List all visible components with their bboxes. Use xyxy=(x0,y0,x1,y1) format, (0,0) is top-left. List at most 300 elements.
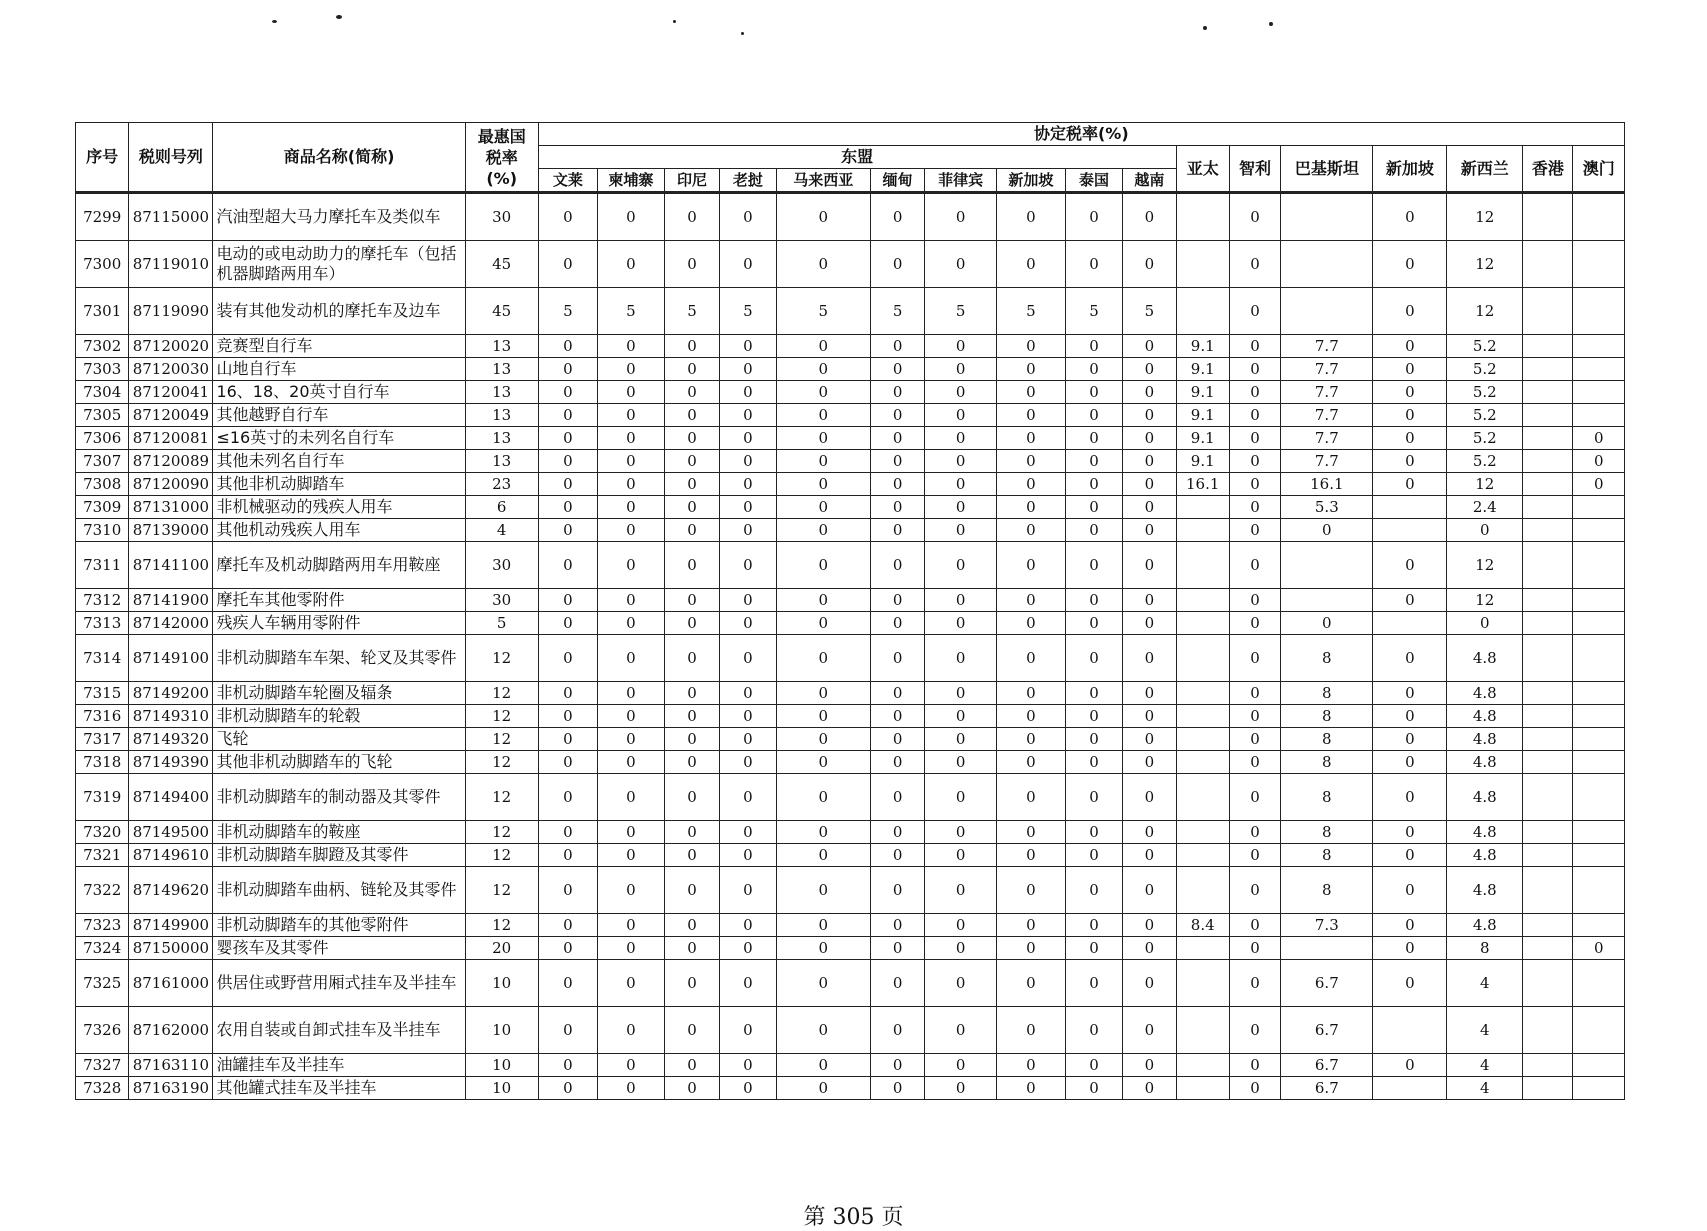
cell-mfn: 4 xyxy=(465,519,538,542)
cell-pakistan: 8 xyxy=(1281,635,1373,682)
cell-code: 87149610 xyxy=(129,844,213,867)
cell-seq: 7314 xyxy=(76,635,129,682)
cell-asean-rate: 0 xyxy=(997,821,1066,844)
cell-asean-rate: 0 xyxy=(720,473,776,496)
cell-asean-rate: 0 xyxy=(664,473,719,496)
cell-seq: 7318 xyxy=(76,751,129,774)
cell-asean-rate: 0 xyxy=(538,705,597,728)
cell-chile: 0 xyxy=(1229,1007,1280,1054)
cell-asean-rate: 0 xyxy=(1123,705,1176,728)
cell-asean-rate: 0 xyxy=(997,1054,1066,1077)
header-asean-vietnam: 越南 xyxy=(1123,169,1176,193)
cell-nz: 4.8 xyxy=(1447,774,1523,821)
cell-macao xyxy=(1573,358,1625,381)
cell-seq: 7304 xyxy=(76,381,129,404)
cell-pakistan: 6.7 xyxy=(1281,1077,1373,1100)
cell-apta: 16.1 xyxy=(1176,473,1229,496)
cell-asean-rate: 0 xyxy=(997,335,1066,358)
cell-macao xyxy=(1573,914,1625,937)
cell-singapore xyxy=(1373,1077,1447,1100)
cell-asean-rate: 0 xyxy=(870,844,924,867)
cell-asean-rate: 0 xyxy=(776,335,870,358)
cell-asean-rate: 0 xyxy=(1065,774,1122,821)
cell-asean-rate: 0 xyxy=(598,960,665,1007)
table-row xyxy=(76,193,1625,241)
cell-chile: 0 xyxy=(1229,193,1280,241)
cell-asean-rate: 0 xyxy=(1065,1054,1122,1077)
cell-asean-rate: 0 xyxy=(1123,914,1176,937)
cell-macao xyxy=(1573,682,1625,705)
cell-code: 87149400 xyxy=(129,774,213,821)
cell-code: 87131000 xyxy=(129,496,213,519)
cell-asean-rate: 0 xyxy=(1123,589,1176,612)
header-hong-kong: 香港 xyxy=(1523,146,1573,193)
cell-seq: 7324 xyxy=(76,937,129,960)
cell-macao xyxy=(1573,867,1625,914)
cell-name: 残疾人车辆用零附件 xyxy=(213,612,465,635)
cell-hk xyxy=(1523,635,1573,682)
cell-asean-rate: 0 xyxy=(598,542,665,589)
cell-name: 其他罐式挂车及半挂车 xyxy=(213,1077,465,1100)
cell-seq: 7301 xyxy=(76,288,129,335)
cell-seq: 7312 xyxy=(76,589,129,612)
cell-code: 87120090 xyxy=(129,473,213,496)
cell-pakistan: 6.7 xyxy=(1281,1054,1373,1077)
cell-asean-rate: 0 xyxy=(1065,1007,1122,1054)
cell-asean-rate: 0 xyxy=(664,937,719,960)
cell-code: 87162000 xyxy=(129,1007,213,1054)
cell-asean-rate: 0 xyxy=(925,542,997,589)
cell-asean-rate: 0 xyxy=(664,193,719,241)
cell-apta: 8.4 xyxy=(1176,914,1229,937)
cell-asean-rate: 0 xyxy=(776,867,870,914)
cell-asean-rate: 0 xyxy=(776,1007,870,1054)
cell-singapore xyxy=(1373,1007,1447,1054)
cell-asean-rate: 0 xyxy=(1123,473,1176,496)
cell-asean-rate: 5 xyxy=(538,288,597,335)
cell-asean-rate: 0 xyxy=(1123,682,1176,705)
cell-asean-rate: 0 xyxy=(598,519,665,542)
cell-asean-rate: 0 xyxy=(538,1077,597,1100)
cell-seq: 7308 xyxy=(76,473,129,496)
cell-code: 87119090 xyxy=(129,288,213,335)
cell-asean-rate: 0 xyxy=(925,867,997,914)
table-row xyxy=(76,937,1625,960)
header-asean-cambodia: 柬埔寨 xyxy=(598,169,665,193)
cell-asean-rate: 0 xyxy=(925,728,997,751)
cell-asean-rate: 0 xyxy=(1065,542,1122,589)
cell-chile: 0 xyxy=(1229,774,1280,821)
cell-singapore xyxy=(1373,519,1447,542)
cell-asean-rate: 0 xyxy=(538,427,597,450)
cell-asean-rate: 0 xyxy=(720,589,776,612)
cell-asean-rate: 0 xyxy=(776,960,870,1007)
cell-name: 摩托车及机动脚踏两用车用鞍座 xyxy=(213,542,465,589)
cell-asean-rate: 0 xyxy=(870,1077,924,1100)
cell-chile: 0 xyxy=(1229,381,1280,404)
cell-code: 87115000 xyxy=(129,193,213,241)
scan-speck xyxy=(673,20,676,23)
cell-asean-rate: 0 xyxy=(1065,751,1122,774)
cell-mfn: 12 xyxy=(465,705,538,728)
cell-apta xyxy=(1176,1077,1229,1100)
cell-asean-rate: 0 xyxy=(598,914,665,937)
cell-mfn: 6 xyxy=(465,496,538,519)
table-row xyxy=(76,821,1625,844)
header-macao: 澳门 xyxy=(1573,146,1625,193)
cell-asean-rate: 0 xyxy=(664,867,719,914)
cell-mfn: 10 xyxy=(465,1007,538,1054)
cell-asean-rate: 0 xyxy=(538,381,597,404)
cell-asean-rate: 0 xyxy=(664,1077,719,1100)
cell-asean-rate: 0 xyxy=(538,751,597,774)
cell-code: 87120089 xyxy=(129,450,213,473)
cell-singapore: 0 xyxy=(1373,381,1447,404)
cell-asean-rate: 0 xyxy=(925,1054,997,1077)
cell-asean-rate: 0 xyxy=(870,914,924,937)
cell-seq: 7326 xyxy=(76,1007,129,1054)
cell-asean-rate: 0 xyxy=(598,751,665,774)
cell-seq: 7325 xyxy=(76,960,129,1007)
cell-asean-rate: 0 xyxy=(664,496,719,519)
cell-asean-rate: 0 xyxy=(538,473,597,496)
cell-asean-rate: 0 xyxy=(1123,335,1176,358)
cell-code: 87142000 xyxy=(129,612,213,635)
cell-seq: 7306 xyxy=(76,427,129,450)
cell-mfn: 12 xyxy=(465,774,538,821)
cell-asean-rate: 0 xyxy=(598,682,665,705)
cell-asean-rate: 0 xyxy=(720,542,776,589)
cell-asean-rate: 0 xyxy=(870,589,924,612)
table-row xyxy=(76,519,1625,542)
cell-apta xyxy=(1176,774,1229,821)
cell-asean-rate: 0 xyxy=(720,1077,776,1100)
table-row xyxy=(76,705,1625,728)
cell-asean-rate: 0 xyxy=(720,960,776,1007)
cell-nz: 12 xyxy=(1447,589,1523,612)
cell-apta: 9.1 xyxy=(1176,427,1229,450)
cell-asean-rate: 0 xyxy=(776,635,870,682)
cell-mfn: 10 xyxy=(465,1077,538,1100)
cell-asean-rate: 0 xyxy=(925,193,997,241)
cell-asean-rate: 0 xyxy=(538,867,597,914)
cell-macao: 0 xyxy=(1573,937,1625,960)
header-code: 税则号列 xyxy=(129,123,213,193)
cell-apta xyxy=(1176,867,1229,914)
cell-asean-rate: 0 xyxy=(664,381,719,404)
cell-pakistan: 8 xyxy=(1281,705,1373,728)
cell-apta xyxy=(1176,937,1229,960)
cell-hk xyxy=(1523,612,1573,635)
cell-asean-rate: 0 xyxy=(997,635,1066,682)
cell-asean-rate: 0 xyxy=(720,358,776,381)
cell-asean-rate: 0 xyxy=(720,635,776,682)
cell-asean-rate: 0 xyxy=(538,960,597,1007)
cell-name: 油罐挂车及半挂车 xyxy=(213,1054,465,1077)
cell-code: 87141100 xyxy=(129,542,213,589)
header-chile: 智利 xyxy=(1229,146,1280,193)
cell-nz: 12 xyxy=(1447,542,1523,589)
cell-asean-rate: 0 xyxy=(997,728,1066,751)
cell-macao xyxy=(1573,612,1625,635)
cell-asean-rate: 0 xyxy=(925,682,997,705)
header-apta: 亚太 xyxy=(1176,146,1229,193)
cell-hk xyxy=(1523,937,1573,960)
cell-name: 汽油型超大马力摩托车及类似车 xyxy=(213,193,465,241)
cell-mfn: 13 xyxy=(465,427,538,450)
cell-chile: 0 xyxy=(1229,241,1280,288)
cell-singapore: 0 xyxy=(1373,914,1447,937)
cell-asean-rate: 0 xyxy=(776,821,870,844)
cell-pakistan: 8 xyxy=(1281,844,1373,867)
cell-asean-rate: 0 xyxy=(720,937,776,960)
cell-apta xyxy=(1176,844,1229,867)
cell-asean-rate: 0 xyxy=(925,612,997,635)
cell-asean-rate: 0 xyxy=(598,635,665,682)
cell-asean-rate: 0 xyxy=(598,358,665,381)
cell-nz: 2.4 xyxy=(1447,496,1523,519)
cell-mfn: 12 xyxy=(465,728,538,751)
cell-nz: 8 xyxy=(1447,937,1523,960)
cell-asean-rate: 0 xyxy=(870,821,924,844)
table-row xyxy=(76,450,1625,473)
cell-asean-rate: 0 xyxy=(1065,937,1122,960)
cell-asean-rate: 0 xyxy=(720,728,776,751)
cell-pakistan: 8 xyxy=(1281,867,1373,914)
cell-apta xyxy=(1176,728,1229,751)
cell-asean-rate: 0 xyxy=(1065,682,1122,705)
cell-nz: 4 xyxy=(1447,960,1523,1007)
cell-hk xyxy=(1523,728,1573,751)
cell-singapore: 0 xyxy=(1373,241,1447,288)
cell-asean-rate: 0 xyxy=(870,358,924,381)
cell-asean-rate: 0 xyxy=(598,844,665,867)
cell-macao xyxy=(1573,821,1625,844)
cell-asean-rate: 0 xyxy=(997,404,1066,427)
cell-mfn: 10 xyxy=(465,1054,538,1077)
cell-nz: 5.2 xyxy=(1447,335,1523,358)
cell-asean-rate: 0 xyxy=(538,241,597,288)
cell-asean-rate: 0 xyxy=(776,496,870,519)
cell-asean-rate: 0 xyxy=(1065,496,1122,519)
cell-singapore: 0 xyxy=(1373,844,1447,867)
cell-asean-rate: 0 xyxy=(997,358,1066,381)
cell-asean-rate: 0 xyxy=(664,450,719,473)
cell-asean-rate: 0 xyxy=(776,427,870,450)
cell-asean-rate: 0 xyxy=(776,937,870,960)
cell-asean-rate: 0 xyxy=(776,542,870,589)
header-asean-malaysia: 马来西亚 xyxy=(776,169,870,193)
cell-pakistan: 7.7 xyxy=(1281,335,1373,358)
cell-macao xyxy=(1573,635,1625,682)
cell-asean-rate: 0 xyxy=(925,635,997,682)
table-row xyxy=(76,1007,1625,1054)
cell-nz: 12 xyxy=(1447,288,1523,335)
cell-asean-rate: 0 xyxy=(538,542,597,589)
cell-asean-rate: 0 xyxy=(776,193,870,241)
cell-asean-rate: 0 xyxy=(598,937,665,960)
cell-asean-rate: 0 xyxy=(997,937,1066,960)
table-row xyxy=(76,427,1625,450)
cell-nz: 5.2 xyxy=(1447,427,1523,450)
cell-asean-rate: 0 xyxy=(1065,612,1122,635)
cell-pakistan: 7.3 xyxy=(1281,914,1373,937)
cell-hk xyxy=(1523,450,1573,473)
cell-asean-rate: 0 xyxy=(538,937,597,960)
cell-nz: 4 xyxy=(1447,1077,1523,1100)
cell-name: 非机动脚踏车曲柄、链轮及其零件 xyxy=(213,867,465,914)
cell-asean-rate: 0 xyxy=(1123,496,1176,519)
cell-asean-rate: 0 xyxy=(776,914,870,937)
cell-asean-rate: 0 xyxy=(538,844,597,867)
cell-asean-rate: 0 xyxy=(598,381,665,404)
cell-asean-rate: 0 xyxy=(997,450,1066,473)
cell-nz: 0 xyxy=(1447,519,1523,542)
header-asean: 东盟 xyxy=(538,146,1176,169)
cell-name: 摩托车其他零附件 xyxy=(213,589,465,612)
table-row xyxy=(76,542,1625,589)
cell-asean-rate: 0 xyxy=(598,193,665,241)
cell-asean-rate: 0 xyxy=(720,193,776,241)
cell-asean-rate: 0 xyxy=(538,496,597,519)
cell-pakistan: 7.7 xyxy=(1281,358,1373,381)
table-row xyxy=(76,728,1625,751)
cell-name: 非机动脚踏车的轮毂 xyxy=(213,705,465,728)
cell-singapore: 0 xyxy=(1373,404,1447,427)
cell-asean-rate: 0 xyxy=(776,728,870,751)
cell-nz: 4.8 xyxy=(1447,635,1523,682)
cell-asean-rate: 0 xyxy=(776,1077,870,1100)
cell-asean-rate: 0 xyxy=(1065,427,1122,450)
cell-asean-rate: 0 xyxy=(1123,381,1176,404)
cell-chile: 0 xyxy=(1229,937,1280,960)
cell-macao xyxy=(1573,193,1625,241)
cell-asean-rate: 0 xyxy=(720,867,776,914)
cell-chile: 0 xyxy=(1229,450,1280,473)
cell-seq: 7322 xyxy=(76,867,129,914)
cell-macao xyxy=(1573,705,1625,728)
table-row xyxy=(76,241,1625,288)
cell-asean-rate: 0 xyxy=(720,1054,776,1077)
cell-asean-rate: 0 xyxy=(1065,358,1122,381)
cell-hk xyxy=(1523,589,1573,612)
cell-mfn: 12 xyxy=(465,867,538,914)
cell-nz: 12 xyxy=(1447,241,1523,288)
cell-asean-rate: 5 xyxy=(925,288,997,335)
table-row xyxy=(76,635,1625,682)
cell-asean-rate: 0 xyxy=(664,682,719,705)
cell-asean-rate: 0 xyxy=(997,496,1066,519)
cell-macao xyxy=(1573,381,1625,404)
cell-mfn: 10 xyxy=(465,960,538,1007)
cell-code: 87120041 xyxy=(129,381,213,404)
cell-asean-rate: 5 xyxy=(664,288,719,335)
cell-asean-rate: 0 xyxy=(664,542,719,589)
cell-name: 其他越野自行车 xyxy=(213,404,465,427)
cell-asean-rate: 0 xyxy=(1123,1077,1176,1100)
cell-chile: 0 xyxy=(1229,1054,1280,1077)
cell-asean-rate: 0 xyxy=(1065,519,1122,542)
cell-singapore: 0 xyxy=(1373,473,1447,496)
cell-asean-rate: 0 xyxy=(720,450,776,473)
cell-code: 87120020 xyxy=(129,335,213,358)
cell-pakistan: 6.7 xyxy=(1281,1007,1373,1054)
cell-chile: 0 xyxy=(1229,728,1280,751)
cell-code: 87149900 xyxy=(129,914,213,937)
cell-name: 农用自装或自卸式挂车及半挂车 xyxy=(213,1007,465,1054)
header-agreement-rate: 协定税率(%) xyxy=(538,123,1624,146)
cell-code: 87163110 xyxy=(129,1054,213,1077)
cell-asean-rate: 0 xyxy=(870,937,924,960)
table-row xyxy=(76,1054,1625,1077)
cell-code: 87149390 xyxy=(129,751,213,774)
cell-chile: 0 xyxy=(1229,589,1280,612)
cell-apta xyxy=(1176,1054,1229,1077)
cell-seq: 7310 xyxy=(76,519,129,542)
cell-asean-rate: 0 xyxy=(1123,427,1176,450)
scan-speck xyxy=(1269,22,1273,26)
cell-asean-rate: 0 xyxy=(720,612,776,635)
cell-asean-rate: 0 xyxy=(1123,728,1176,751)
cell-apta xyxy=(1176,193,1229,241)
cell-chile: 0 xyxy=(1229,960,1280,1007)
cell-hk xyxy=(1523,682,1573,705)
cell-asean-rate: 0 xyxy=(997,751,1066,774)
cell-asean-rate: 0 xyxy=(720,404,776,427)
cell-asean-rate: 5 xyxy=(997,288,1066,335)
cell-asean-rate: 0 xyxy=(925,1077,997,1100)
cell-apta xyxy=(1176,1007,1229,1054)
cell-name: 非机动脚踏车的鞍座 xyxy=(213,821,465,844)
cell-asean-rate: 0 xyxy=(925,705,997,728)
cell-singapore: 0 xyxy=(1373,635,1447,682)
cell-macao: 0 xyxy=(1573,473,1625,496)
cell-singapore: 0 xyxy=(1373,358,1447,381)
cell-macao: 0 xyxy=(1573,450,1625,473)
cell-nz: 4.8 xyxy=(1447,914,1523,937)
cell-asean-rate: 0 xyxy=(925,821,997,844)
cell-mfn: 30 xyxy=(465,542,538,589)
cell-macao xyxy=(1573,960,1625,1007)
cell-asean-rate: 0 xyxy=(538,635,597,682)
cell-asean-rate: 0 xyxy=(997,427,1066,450)
cell-asean-rate: 0 xyxy=(997,867,1066,914)
cell-hk xyxy=(1523,427,1573,450)
cell-apta: 9.1 xyxy=(1176,404,1229,427)
cell-seq: 7313 xyxy=(76,612,129,635)
cell-apta xyxy=(1176,496,1229,519)
cell-nz: 5.2 xyxy=(1447,358,1523,381)
cell-chile: 0 xyxy=(1229,358,1280,381)
cell-code: 87150000 xyxy=(129,937,213,960)
header-asean-myanmar: 缅甸 xyxy=(870,169,924,193)
cell-hk xyxy=(1523,1077,1573,1100)
cell-chile: 0 xyxy=(1229,867,1280,914)
cell-asean-rate: 0 xyxy=(776,612,870,635)
cell-asean-rate: 0 xyxy=(598,496,665,519)
cell-asean-rate: 0 xyxy=(925,473,997,496)
header-asean-indonesia: 印尼 xyxy=(664,169,719,193)
cell-asean-rate: 0 xyxy=(664,519,719,542)
cell-hk xyxy=(1523,335,1573,358)
cell-asean-rate: 0 xyxy=(870,612,924,635)
cell-seq: 7317 xyxy=(76,728,129,751)
cell-asean-rate: 0 xyxy=(776,241,870,288)
cell-asean-rate: 0 xyxy=(997,960,1066,1007)
cell-asean-rate: 0 xyxy=(664,728,719,751)
cell-hk xyxy=(1523,1054,1573,1077)
cell-asean-rate: 0 xyxy=(664,241,719,288)
